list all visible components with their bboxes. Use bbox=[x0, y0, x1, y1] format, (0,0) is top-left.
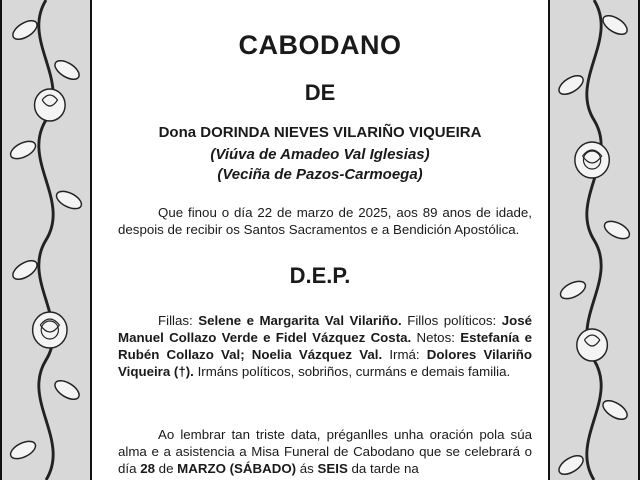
mass-day: 28 bbox=[140, 461, 155, 476]
widow-line: (Viúva de Amadeo Val Iglesias) bbox=[210, 146, 430, 163]
family-sister: Dolores Vilariño Viqueira (†). bbox=[118, 347, 532, 379]
family-text-4: Irmá: bbox=[382, 347, 427, 362]
de-heading: DE bbox=[304, 80, 336, 105]
deceased-name: Dona DORINDA NIEVES VILARIÑO VIQUEIRA bbox=[158, 124, 482, 141]
rose-vine-border-left bbox=[0, 0, 92, 480]
family-sons-in-law: José Manuel Collazo Verde e Fidel Vázquez Costa. bbox=[118, 313, 533, 345]
mass-month: MARZO (SÁBADO) bbox=[177, 461, 297, 476]
family-paragraph bbox=[118, 312, 532, 380]
family-text-3: Netos: bbox=[411, 330, 461, 345]
family-daughters: Selene e Margarita Val Vilariño. bbox=[198, 313, 402, 328]
rose-vine-icon bbox=[2, 0, 90, 480]
mass-hour: SEIS bbox=[317, 461, 348, 476]
family-grandchildren: Estefanía e Rubén Collazo Val; Noelia Vázquez Val. bbox=[118, 330, 532, 362]
mass-paragraph bbox=[118, 426, 532, 477]
mass-text-1: Ao lembrar tan triste data, préganlles unha oración pola súa alma e a asistencia a Misa Funeral de Cabodano que se celebrará o día bbox=[118, 427, 532, 476]
family-text-1: Fillas: bbox=[158, 313, 199, 328]
dep-heading: D.E.P. bbox=[289, 263, 351, 288]
rose-vine-icon bbox=[550, 0, 638, 480]
obituary-content bbox=[108, 0, 532, 480]
page-title: CABODANO bbox=[238, 30, 402, 60]
rose-vine-border-right bbox=[548, 0, 640, 480]
intro-paragraph: Que finou o día 22 de marzo de 2025, aos 89 anos de idade, despois de recibir os Santos Sacramentos e a Bendición Apostólica. bbox=[118, 205, 532, 237]
family-text-2: Fillos políticos: bbox=[401, 313, 502, 328]
mass-text-3: ás bbox=[296, 461, 318, 476]
family-text-5: Irmáns políticos, sobriños, curmáns e demais familia. bbox=[193, 364, 511, 379]
mass-text-2: de bbox=[154, 461, 178, 476]
mass-text-4: da tarde na bbox=[347, 461, 419, 476]
residence-line: (Veciña de Pazos-Carmoega) bbox=[217, 166, 423, 183]
